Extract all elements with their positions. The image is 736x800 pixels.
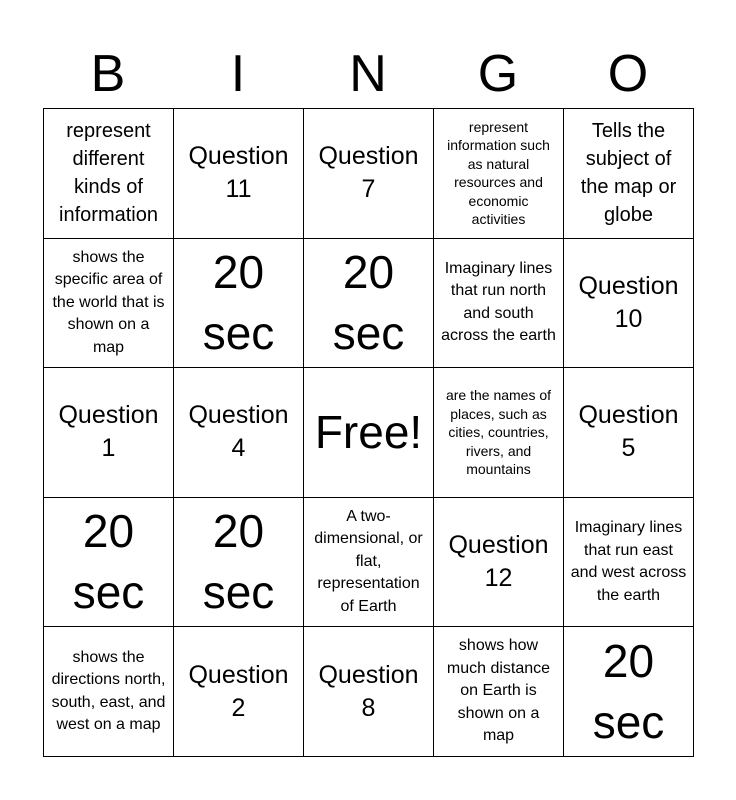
bingo-cell: 20 sec	[174, 238, 304, 368]
bingo-cell: Question 8	[304, 627, 434, 757]
bingo-cell: Question 12	[434, 497, 564, 627]
bingo-cell: shows the directions north, south, east, and west on a map	[44, 627, 174, 757]
bingo-cell: Question 4	[174, 368, 304, 498]
bingo-cell: Imaginary lines that run east and west across the earth	[564, 497, 694, 627]
bingo-cell: Question 7	[304, 109, 434, 239]
bingo-cell: represent different kinds of information	[44, 109, 174, 239]
bingo-cell: represent information such as natural resources and economic activities	[434, 109, 564, 239]
grid-row-4	[44, 497, 694, 627]
grid-row-1	[44, 109, 694, 239]
free-space-cell: Free!	[304, 368, 434, 498]
header-letter-i: I	[230, 45, 246, 103]
header-letter-o: O	[607, 45, 649, 103]
bingo-cell: 20 sec	[304, 238, 434, 368]
bingo-cell: shows the specific area of the world that is shown on a map	[44, 238, 174, 368]
bingo-cell: Question 2	[174, 627, 304, 757]
bingo-grid	[43, 108, 694, 757]
bingo-cell: Imaginary lines that run north and south across the earth	[434, 238, 564, 368]
bingo-cell: shows how much distance on Earth is shown on a map	[434, 627, 564, 757]
bingo-header	[43, 40, 693, 108]
bingo-cell: 20 sec	[564, 627, 694, 757]
bingo-cell: Question 10	[564, 238, 694, 368]
bingo-cell: 20 sec	[44, 497, 174, 627]
bingo-cell: A two-dimensional, or flat, representation of Earth	[304, 497, 434, 627]
grid-row-5	[44, 627, 694, 757]
grid-row-3	[44, 368, 694, 498]
bingo-cell: are the names of places, such as cities, countries, rivers, and mountains	[434, 368, 564, 498]
bingo-cell: Tells the subject of the map or globe	[564, 109, 694, 239]
bingo-cell: Question 1	[44, 368, 174, 498]
header-letter-g: G	[477, 45, 519, 103]
grid-row-2	[44, 238, 694, 368]
bingo-cell: Question 11	[174, 109, 304, 239]
bingo-cell: Question 5	[564, 368, 694, 498]
bingo-cell: 20 sec	[174, 497, 304, 627]
header-letter-b: B	[90, 45, 126, 103]
header-letter-n: N	[349, 45, 387, 103]
